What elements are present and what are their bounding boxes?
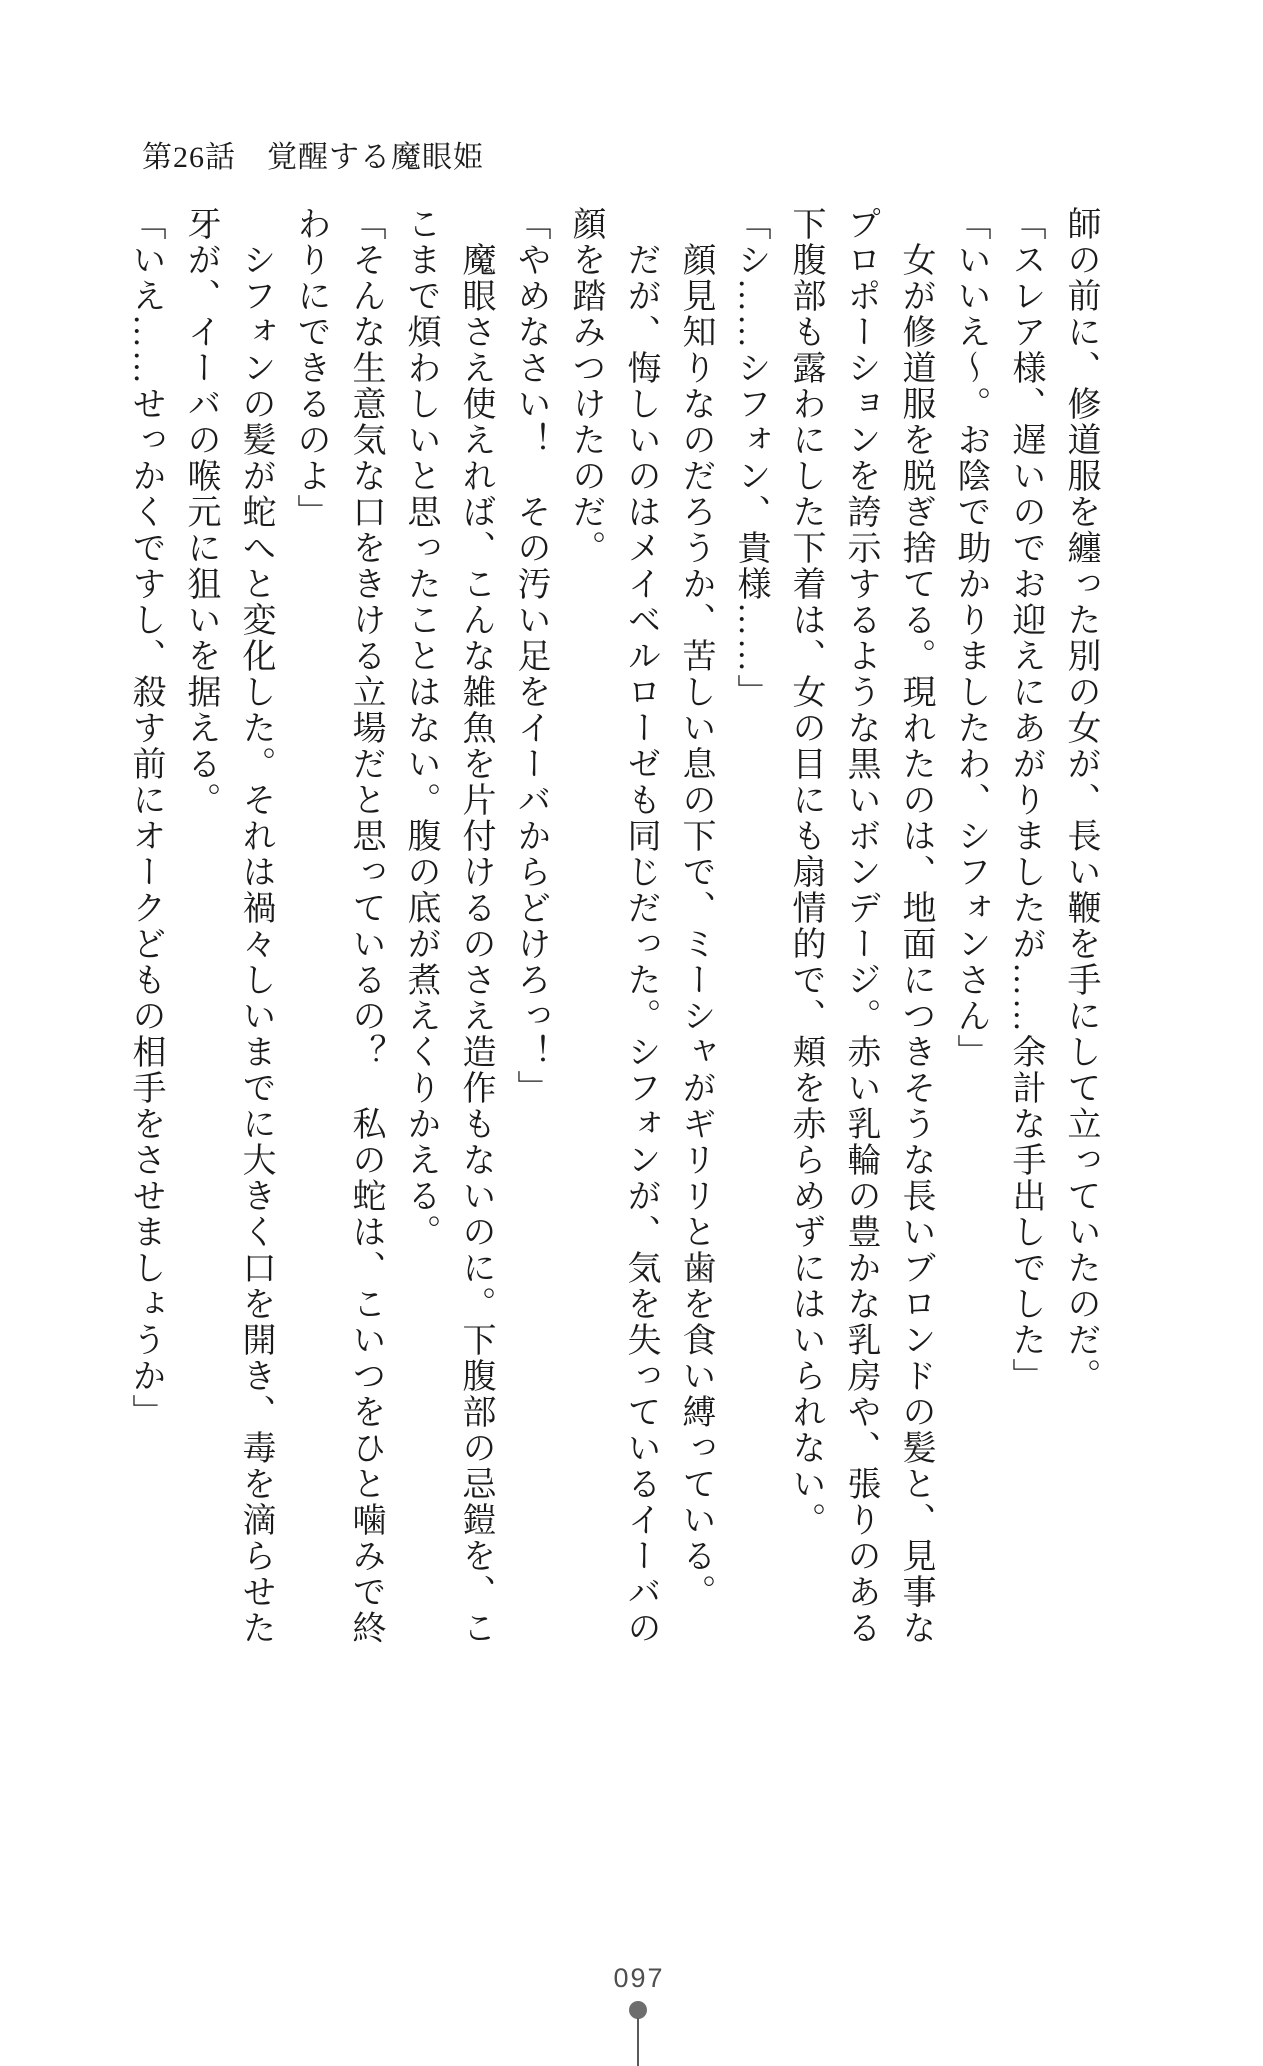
text-column: 師の前に、修道服を纏った別の女が、長い鞭を手にして立っていたのだ。	[1062, 206, 1099, 1394]
text-column: 魔眼さえ使えれば、こんな雑魚を片付けるのさえ造作もないのに。下腹部の忌鎧を、こ	[457, 206, 494, 1646]
text-column: 「やめなさい！ その汚い足をイーバからどけろっ！」	[512, 206, 549, 1106]
text-column: 「いいえ～。お陰で助かりましたわ、シフォンさん」	[952, 206, 989, 1070]
page-marker-dot-icon	[629, 2001, 647, 2019]
text-column: こまで煩わしいと思ったことはない。腹の底が煮えくりかえる。	[402, 206, 439, 1250]
text-column: 「スレア様、遅いのでお迎えにあがりましたが……余計な手出しでした」	[1007, 206, 1044, 1394]
text-column: わりにできるのよ」	[292, 206, 329, 530]
text-column: プロポーションを誇示するような黒いボンデージ。赤い乳輪の豊かな乳房や、張りのある	[842, 206, 879, 1646]
text-column: 「シ……シフォン、貴様……」	[732, 206, 769, 710]
page-number: 097	[613, 1963, 665, 1993]
text-column: 顔見知りなのだろうか、苦しい息の下で、ミーシャがギリリと歯を食い縛っている。	[677, 206, 714, 1610]
text-column: 顔を踏みつけたのだ。	[567, 206, 604, 566]
text-column: 牙が、イーバの喉元に狙いを据える。	[182, 206, 219, 818]
text-column: シフォンの髪が蛇へと変化した。それは禍々しいまでに大きく口を開き、毒を滴らせた	[237, 206, 274, 1646]
page-marker-line	[637, 2018, 639, 2066]
text-column: 「いえ……せっかくですし、殺す前にオークどもの相手をさせましょうか」	[127, 206, 164, 1430]
text-column: 「そんな生意気な口をきける立場だと思っているの？ 私の蛇は、こいつをひと噛みで終	[347, 206, 384, 1646]
chapter-header: 第26話 覚醒する魔眼姫	[142, 141, 484, 174]
text-block	[118, 206, 1108, 1666]
text-column: だが、悔しいのはメイベルローゼも同じだった。シフォンが、気を失っているイーバの	[622, 206, 659, 1646]
text-column: 下腹部も露わにした下着は、女の目にも扇情的で、頬を赤らめずにはいられない。	[787, 206, 824, 1538]
text-column: 女が修道服を脱ぎ捨てる。現れたのは、地面につきそうな長いブロンドの髪と、見事な	[897, 206, 934, 1646]
